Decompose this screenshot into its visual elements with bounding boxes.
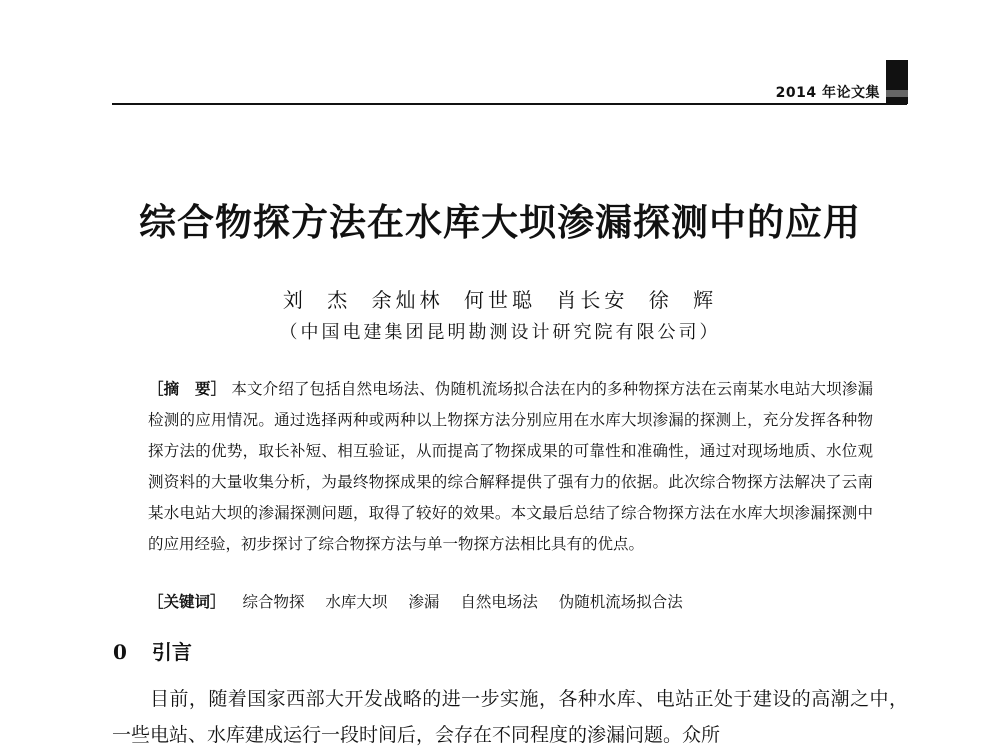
author-list (0, 284, 1000, 313)
section-heading (113, 636, 192, 665)
header-rule (112, 103, 907, 105)
keyword: 自然电场法 (460, 593, 538, 611)
keyword: 伪随机流场拟合法 (558, 593, 683, 611)
abstract-text: 本文介绍了包括自然电场法、伪随机流场拟合法在内的多种物探方法在云南某水电站大坝渗漏检测的应用情况。通过选择两种或两种以上物探方法分别应用在水库大坝渗漏的探测上，充分发挥各种物探方法的优势，取长补短、相互验证，从而提高了物探成果的可靠性和准确性，通过对现场地质、水位观测资料的大量收集分析，为最终物探成果的综合解释提供了强有力的依据。此次综合物探方法解决了云南某水电站大坝的渗漏探测问题，取得了较好的效果。本文最后总结了综合物探方法在水库大坝渗漏探测中的应用经验，初步探讨了综合物探方法与单一物探方法相比具有的优点。 (148, 380, 873, 553)
keyword: 综合物探 (242, 593, 305, 611)
author-name: 余灿林 (371, 288, 444, 312)
keyword: 渗漏 (408, 593, 440, 611)
keywords (148, 590, 873, 612)
author-name: 刘 杰 (282, 288, 352, 312)
abstract-label: ［摘 要］ (148, 380, 227, 398)
abstract (148, 374, 873, 560)
paper-title: 综合物探方法在水库大坝渗漏探测中的应用 (139, 200, 861, 244)
author-name: 何世聪 (464, 288, 536, 312)
author-name: 徐 辉 (648, 288, 718, 312)
section-number: 0 (113, 640, 127, 664)
body-paragraph: 目前，随着国家西部大开发战略的进一步实施，各种水库、电站正处于建设的高潮之中，一些电站、水库建成运行一段时间后，会存在不同程度的渗漏问题。众所 (112, 688, 908, 746)
author-name: 肖长安 (556, 288, 629, 312)
running-header: 2014 年论文集 (775, 85, 880, 101)
keyword: 水库大坝 (325, 593, 388, 611)
affiliation: （中国电建集团昆明勘测设计研究院有限公司） (279, 322, 721, 343)
section-title: 引言 (151, 640, 192, 664)
header-block-mark (886, 60, 908, 104)
keywords-label: ［关键词］ (148, 593, 226, 611)
